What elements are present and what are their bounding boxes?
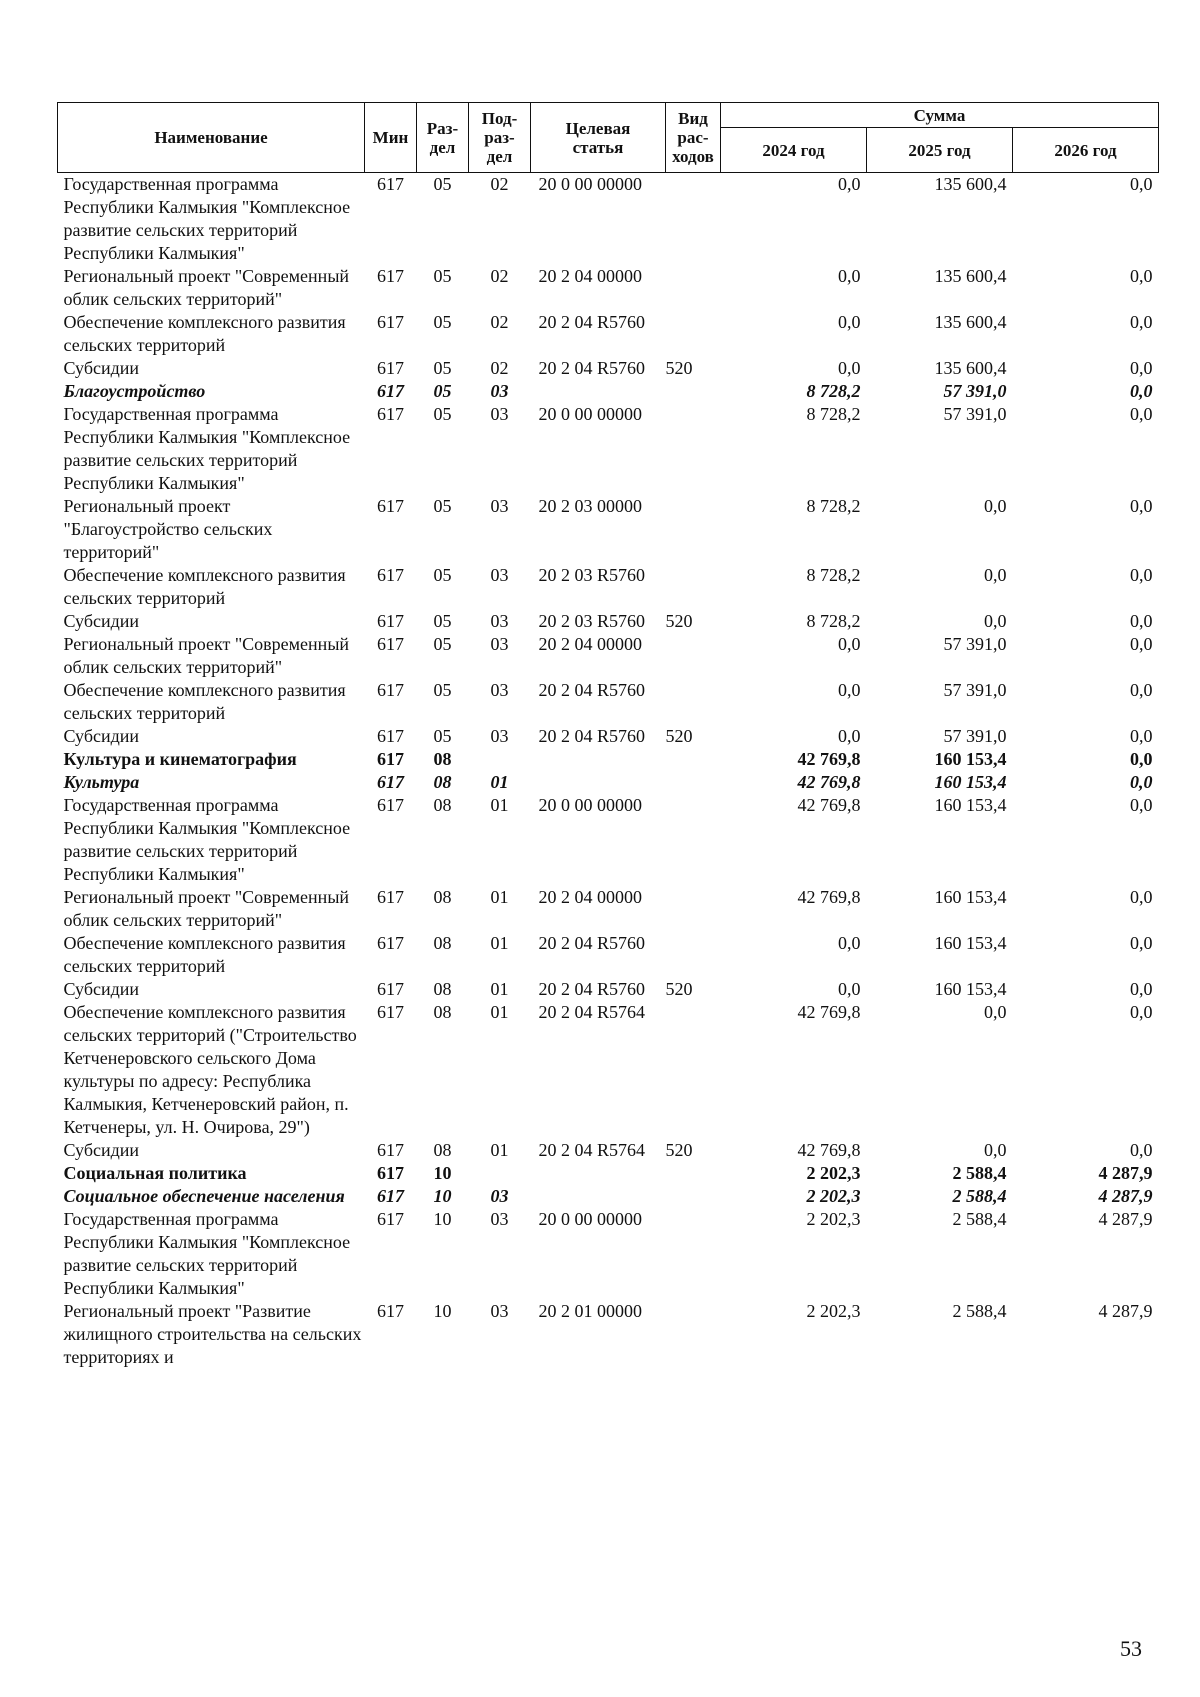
row-section: 05 [433, 266, 452, 286]
row-subsection: 03 [490, 680, 509, 700]
row-expense-kind [666, 403, 721, 495]
row-min: 617 [377, 979, 404, 999]
row-sum-2024: 2 202,3 [806, 1186, 861, 1206]
row-name: Благоустройство [63, 381, 206, 401]
row-sum-2026: 0,0 [1130, 749, 1153, 769]
row-subsection: 02 [490, 358, 509, 378]
header-article [531, 103, 666, 173]
row-sum-2026: 0,0 [1130, 174, 1153, 194]
row-expense-kind [666, 794, 721, 886]
row-min: 617 [377, 312, 404, 332]
row-sum-2025: 2 588,4 [952, 1163, 1007, 1183]
row-subsection: 03 [490, 611, 509, 631]
header-min: Мин [365, 103, 417, 173]
row-sum-2024: 0,0 [838, 634, 861, 654]
row-sum-2025: 57 391,0 [943, 726, 1007, 746]
row-subsection: 01 [490, 933, 509, 953]
row-target-article: 20 2 03 00000 [538, 496, 642, 516]
row-sum-2025: 57 391,0 [943, 404, 1007, 424]
table-row [58, 564, 1159, 610]
row-sum-2025: 57 391,0 [943, 680, 1007, 700]
row-sum-2024: 42 769,8 [797, 749, 861, 769]
row-name: Государственная программа Республики Калмыкия "Комплексное развитие сельских территорий Республики Калмыкия" [63, 795, 351, 884]
row-subsection: 03 [490, 404, 509, 424]
row-sum-2024: 42 769,8 [797, 887, 861, 907]
table-row [58, 748, 1159, 771]
header-section [417, 103, 469, 173]
row-name: Региональный проект "Современный облик сельских территорий" [63, 266, 350, 309]
table-row [58, 311, 1159, 357]
page-number: 53 [1120, 1636, 1142, 1661]
row-min: 617 [377, 1186, 404, 1206]
row-name: Социальное обеспечение населения [63, 1186, 345, 1206]
row-expense-kind [666, 771, 721, 794]
row-sum-2025: 135 600,4 [934, 358, 1007, 378]
row-section: 10 [433, 1163, 452, 1183]
row-name: Региональный проект "Современный облик сельских территорий" [63, 634, 350, 677]
row-name: Государственная программа Республики Калмыкия "Комплексное развитие сельских территорий Республики Калмыкия" [63, 404, 351, 493]
row-name: Субсидии [63, 358, 140, 378]
row-expense-kind: 520 [665, 358, 693, 378]
header-year-2026: 2026 год [1013, 128, 1159, 173]
table-row [58, 932, 1159, 978]
table-row [58, 173, 1159, 266]
row-subsection: 03 [490, 565, 509, 585]
row-name: Обеспечение комплексного развития сельских территорий [63, 565, 346, 608]
row-sum-2025: 135 600,4 [934, 174, 1007, 194]
row-sum-2025: 57 391,0 [943, 634, 1007, 654]
row-sum-2026: 0,0 [1130, 358, 1153, 378]
row-name: Обеспечение комплексного развития сельских территорий [63, 933, 346, 976]
row-sum-2025: 0,0 [984, 611, 1007, 631]
row-sum-2025: 135 600,4 [934, 266, 1007, 286]
row-section: 08 [433, 1002, 452, 1022]
row-expense-kind [666, 679, 721, 725]
row-expense-kind [666, 1185, 721, 1208]
row-sum-2024: 0,0 [838, 174, 861, 194]
row-expense-kind [666, 932, 721, 978]
row-min: 617 [377, 1002, 404, 1022]
row-sum-2026: 0,0 [1130, 933, 1153, 953]
row-name: Культура и кинематография [63, 749, 297, 769]
row-subsection [469, 748, 531, 771]
row-sum-2024: 0,0 [838, 266, 861, 286]
row-expense-kind [666, 311, 721, 357]
row-target-article [531, 748, 666, 771]
row-min: 617 [377, 726, 404, 746]
row-sum-2026: 0,0 [1130, 979, 1153, 999]
row-target-article: 20 0 00 00000 [538, 404, 642, 424]
header-section-line2: дел [429, 137, 456, 157]
row-expense-kind [666, 265, 721, 311]
row-section: 05 [433, 174, 452, 194]
row-expense-kind: 520 [665, 1140, 693, 1160]
row-section: 08 [433, 795, 452, 815]
row-expense-kind [666, 173, 721, 266]
row-section: 08 [433, 749, 452, 769]
row-target-article: 20 2 04 R5760 [538, 312, 646, 332]
row-sum-2024: 2 202,3 [806, 1163, 861, 1183]
row-target-article: 20 2 01 00000 [538, 1301, 642, 1321]
row-target-article: 20 2 04 00000 [538, 266, 642, 286]
row-sum-2026: 0,0 [1130, 266, 1153, 286]
row-section: 05 [433, 611, 452, 631]
row-target-article: 20 0 00 00000 [538, 1209, 642, 1229]
row-section: 05 [433, 404, 452, 424]
row-sum-2024: 42 769,8 [797, 795, 861, 815]
row-sum-2024: 2 202,3 [806, 1209, 861, 1229]
row-sum-2026: 0,0 [1130, 795, 1153, 815]
row-min: 617 [377, 887, 404, 907]
row-sum-2026: 0,0 [1130, 680, 1153, 700]
row-expense-kind [666, 495, 721, 564]
row-target-article [531, 1185, 666, 1208]
row-subsection: 03 [490, 381, 509, 401]
row-subsection: 01 [490, 1002, 509, 1022]
row-min: 617 [377, 749, 404, 769]
row-subsection: 01 [490, 979, 509, 999]
row-sum-2026: 0,0 [1130, 611, 1153, 631]
row-sum-2026: 0,0 [1130, 1002, 1153, 1022]
row-min: 617 [377, 1301, 404, 1321]
row-sum-2026: 4 287,9 [1098, 1186, 1153, 1206]
row-sum-2024: 8 728,2 [806, 565, 861, 585]
row-sum-2024: 8 728,2 [806, 381, 861, 401]
row-subsection: 01 [490, 1140, 509, 1160]
table-row [58, 1162, 1159, 1185]
row-name: Обеспечение комплексного развития сельских территорий [63, 680, 346, 723]
row-name: Региональный проект "Благоустройство сельских территорий" [63, 496, 273, 562]
row-sum-2026: 0,0 [1130, 312, 1153, 332]
table-row [58, 265, 1159, 311]
row-subsection: 03 [490, 1209, 509, 1229]
row-target-article [531, 771, 666, 794]
row-expense-kind [666, 886, 721, 932]
row-min: 617 [377, 611, 404, 631]
row-target-article: 20 2 04 00000 [538, 887, 642, 907]
row-sum-2026: 0,0 [1130, 726, 1153, 746]
row-section: 08 [433, 1140, 452, 1160]
header-kind [666, 103, 721, 173]
row-sum-2026: 0,0 [1130, 565, 1153, 585]
row-target-article: 20 2 04 R5760 [538, 979, 646, 999]
table-header [58, 103, 1159, 173]
row-section: 05 [433, 358, 452, 378]
header-kind-line3: ходов [672, 147, 714, 166]
row-target-article: 20 0 00 00000 [538, 174, 642, 194]
row-subsection: 03 [490, 726, 509, 746]
row-section: 08 [433, 887, 452, 907]
row-sum-2025: 2 588,4 [952, 1301, 1007, 1321]
row-subsection: 02 [490, 312, 509, 332]
table-row [58, 495, 1159, 564]
row-sum-2025: 160 153,4 [934, 749, 1007, 769]
row-subsection [469, 1162, 531, 1185]
row-subsection: 03 [490, 496, 509, 516]
row-name: Субсидии [63, 979, 140, 999]
row-sum-2024: 0,0 [838, 979, 861, 999]
row-sum-2025: 160 153,4 [934, 772, 1007, 792]
row-min: 617 [377, 1163, 404, 1183]
row-sum-2025: 135 600,4 [934, 312, 1007, 332]
row-section: 05 [433, 381, 452, 401]
row-name: Субсидии [63, 611, 140, 631]
row-min: 617 [377, 565, 404, 585]
row-sum-2024: 8 728,2 [806, 404, 861, 424]
row-section: 08 [433, 933, 452, 953]
row-target-article: 20 0 00 00000 [538, 795, 642, 815]
row-sum-2024: 8 728,2 [806, 611, 861, 631]
header-subsection-line3: дел [486, 147, 513, 166]
row-target-article: 20 2 04 R5760 [538, 933, 646, 953]
row-target-article: 20 2 03 R5760 [538, 565, 646, 585]
row-section: 05 [433, 312, 452, 332]
row-name: Субсидии [63, 726, 140, 746]
header-article-line2: статья [572, 137, 624, 157]
row-sum-2026: 4 287,9 [1098, 1209, 1153, 1229]
row-name: Культура [63, 772, 140, 792]
row-sum-2026: 0,0 [1130, 634, 1153, 654]
row-min: 617 [377, 1209, 404, 1229]
table-row [58, 978, 1159, 1001]
row-expense-kind [666, 1001, 721, 1139]
header-subsection [469, 103, 531, 173]
row-sum-2025: 2 588,4 [952, 1209, 1007, 1229]
row-min: 617 [377, 795, 404, 815]
row-sum-2024: 0,0 [838, 312, 861, 332]
row-sum-2026: 0,0 [1130, 381, 1153, 401]
row-expense-kind [666, 564, 721, 610]
table-row [58, 725, 1159, 748]
row-min: 617 [377, 174, 404, 194]
row-section: 05 [433, 680, 452, 700]
header-kind-line2: рас- [677, 128, 709, 147]
table-row [58, 1300, 1159, 1369]
table-row [58, 1208, 1159, 1300]
row-name: Государственная программа Республики Калмыкия "Комплексное развитие сельских территорий Республики Калмыкия" [63, 174, 351, 263]
row-sum-2026: 0,0 [1130, 887, 1153, 907]
row-min: 617 [377, 496, 404, 516]
row-target-article: 20 2 03 R5760 [538, 611, 646, 631]
row-section: 05 [433, 634, 452, 654]
row-name: Обеспечение комплексного развития сельских территорий ("Строительство Кетченеровского сельского Дома культуры по адресу: Республика Калмыкия, Кетченеровский район, п. Кетченеры, ул. Н. Очирова, 29") [63, 1002, 357, 1137]
row-subsection: 03 [490, 1301, 509, 1321]
row-expense-kind [666, 748, 721, 771]
row-expense-kind [666, 1208, 721, 1300]
row-expense-kind [666, 1300, 721, 1369]
row-expense-kind: 520 [665, 726, 693, 746]
header-year-2024: 2024 год [721, 128, 867, 173]
row-sum-2025: 160 153,4 [934, 887, 1007, 907]
row-sum-2024: 8 728,2 [806, 496, 861, 516]
row-sum-2025: 160 153,4 [934, 795, 1007, 815]
table-row [58, 357, 1159, 380]
row-sum-2024: 0,0 [838, 358, 861, 378]
row-section: 08 [433, 772, 452, 792]
row-subsection: 03 [490, 1186, 509, 1206]
row-target-article: 20 2 04 R5760 [538, 680, 646, 700]
row-subsection: 02 [490, 174, 509, 194]
header-name: Наименование [58, 103, 365, 173]
row-sum-2025: 57 391,0 [943, 381, 1007, 401]
row-target-article: 20 2 04 R5764 [538, 1002, 646, 1022]
header-year-2025: 2025 год [867, 128, 1013, 173]
header-subsection-line2: раз- [484, 128, 515, 147]
row-section: 05 [433, 496, 452, 516]
row-sum-2024: 42 769,8 [797, 772, 861, 792]
row-sum-2024: 0,0 [838, 680, 861, 700]
table-row [58, 1139, 1159, 1162]
table-row [58, 380, 1159, 403]
row-target-article: 20 2 04 00000 [538, 634, 642, 654]
row-expense-kind: 520 [665, 611, 693, 631]
table-row [58, 771, 1159, 794]
row-expense-kind: 520 [665, 979, 693, 999]
table-row [58, 794, 1159, 886]
table-row [58, 1185, 1159, 1208]
row-sum-2025: 0,0 [984, 565, 1007, 585]
row-section: 05 [433, 565, 452, 585]
row-target-article [531, 1162, 666, 1185]
header-subsection-line1: Под- [481, 109, 518, 128]
table-body [58, 173, 1159, 1370]
row-sum-2025: 160 153,4 [934, 979, 1007, 999]
table-row [58, 1001, 1159, 1139]
row-min: 617 [377, 1140, 404, 1160]
row-sum-2026: 4 287,9 [1098, 1301, 1153, 1321]
row-name: Региональный проект "Современный облик сельских территорий" [63, 887, 350, 930]
row-target-article: 20 2 04 R5760 [538, 358, 646, 378]
row-name: Обеспечение комплексного развития сельских территорий [63, 312, 346, 355]
row-subsection: 02 [490, 266, 509, 286]
row-sum-2025: 0,0 [984, 496, 1007, 516]
row-section: 10 [433, 1186, 452, 1206]
row-target-article: 20 2 04 R5764 [538, 1140, 646, 1160]
row-subsection: 01 [490, 795, 509, 815]
row-sum-2024: 0,0 [838, 933, 861, 953]
table-row [58, 403, 1159, 495]
row-subsection: 01 [490, 772, 509, 792]
row-min: 617 [377, 404, 404, 424]
row-min: 617 [377, 266, 404, 286]
table-row [58, 886, 1159, 932]
row-expense-kind [666, 633, 721, 679]
row-sum-2025: 2 588,4 [952, 1186, 1007, 1206]
table-row [58, 610, 1159, 633]
row-sum-2026: 0,0 [1130, 772, 1153, 792]
row-subsection: 03 [490, 634, 509, 654]
header-article-line1: Целевая [565, 118, 631, 138]
row-subsection: 01 [490, 887, 509, 907]
row-sum-2025: 0,0 [984, 1002, 1007, 1022]
row-min: 617 [377, 634, 404, 654]
row-sum-2026: 0,0 [1130, 404, 1153, 424]
row-target-article: 20 2 04 R5760 [538, 726, 646, 746]
row-name: Региональный проект "Развитие жилищного строительства на сельских территориях и [63, 1301, 362, 1367]
row-section: 05 [433, 726, 452, 746]
row-min: 617 [377, 680, 404, 700]
row-min: 617 [377, 772, 404, 792]
row-section: 08 [433, 979, 452, 999]
row-name: Социальная политика [63, 1163, 247, 1183]
row-min: 617 [377, 933, 404, 953]
row-expense-kind [666, 380, 721, 403]
table-row [58, 633, 1159, 679]
row-section: 10 [433, 1209, 452, 1229]
row-sum-2024: 42 769,8 [797, 1140, 861, 1160]
row-sum-2024: 0,0 [838, 726, 861, 746]
header-section-line1: Раз- [426, 118, 459, 138]
row-sum-2024: 2 202,3 [806, 1301, 861, 1321]
row-sum-2025: 160 153,4 [934, 933, 1007, 953]
header-sum: Сумма [721, 103, 1159, 128]
row-sum-2026: 4 287,9 [1098, 1163, 1153, 1183]
row-min: 617 [377, 358, 404, 378]
row-sum-2026: 0,0 [1130, 496, 1153, 516]
row-name: Субсидии [63, 1140, 140, 1160]
row-expense-kind [666, 1162, 721, 1185]
budget-table [57, 102, 1159, 1369]
row-sum-2026: 0,0 [1130, 1140, 1153, 1160]
row-name: Государственная программа Республики Калмыкия "Комплексное развитие сельских территорий Республики Калмыкия" [63, 1209, 351, 1298]
row-target-article [531, 380, 666, 403]
row-sum-2024: 42 769,8 [797, 1002, 861, 1022]
row-sum-2025: 0,0 [984, 1140, 1007, 1160]
row-min: 617 [377, 381, 404, 401]
row-section: 10 [433, 1301, 452, 1321]
table-row [58, 679, 1159, 725]
header-kind-line1: Вид [678, 109, 708, 128]
